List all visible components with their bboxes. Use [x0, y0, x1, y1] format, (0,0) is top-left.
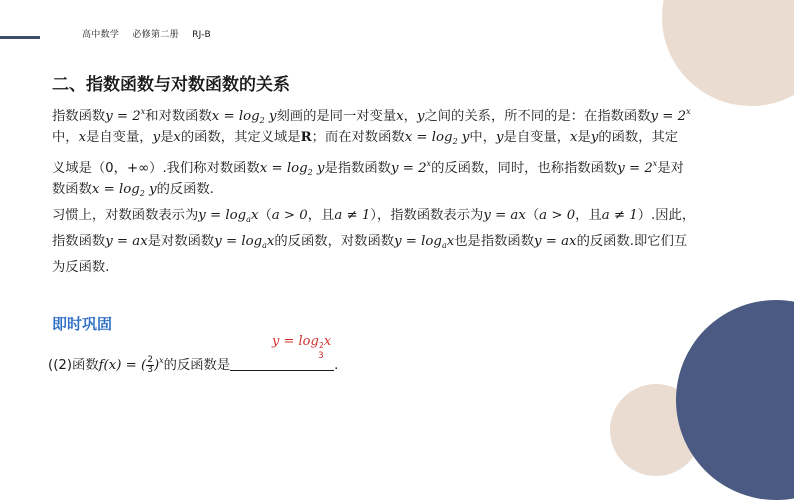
section-title: 二、指数函数与对数函数的关系 [52, 75, 290, 95]
paragraph-line-6 [52, 229, 687, 259]
math-part: y = 2 [617, 161, 653, 176]
text: 的反函数.即它们互 [576, 234, 688, 249]
math-sup: x [140, 107, 146, 116]
math-part: x = log [211, 109, 260, 124]
math: ) [153, 358, 160, 373]
answer-part: x [323, 334, 332, 349]
practice-question [48, 354, 338, 375]
answer-sub: 2 [318, 341, 324, 350]
text: 义域是（0，+∞）.我们称对数函数 [52, 161, 260, 176]
fraction [146, 356, 154, 375]
text: （ [525, 208, 540, 223]
header [82, 27, 221, 40]
text: 之间的关系，所不同的是：在指数函数 [424, 109, 651, 124]
math: a ≠ 1 [601, 208, 638, 223]
math: a > 0 [271, 208, 308, 223]
math-sub: 2 [259, 116, 265, 125]
math [105, 109, 145, 124]
text: 是自变量， [86, 130, 153, 145]
math-part: x [266, 234, 275, 249]
math [92, 182, 157, 197]
math: a ≠ 1 [334, 208, 371, 223]
text: 的反函数是 [163, 358, 231, 373]
text: ），指数函数表示为 [370, 208, 484, 223]
paragraph-line-7 [52, 255, 109, 281]
text: 习惯上，对数函数表示为 [52, 208, 199, 223]
math-part: y [144, 182, 157, 197]
math [212, 109, 277, 124]
math-sup: x [652, 159, 658, 168]
answer-subscript: 3 [318, 351, 324, 361]
text: 中， [52, 130, 79, 145]
math-part: y [264, 109, 277, 124]
math-part: x = log [91, 182, 140, 197]
math-sup: x [686, 107, 691, 116]
header-edition: RJ-B [192, 30, 211, 40]
text: 的反函数，对数函数 [274, 234, 395, 249]
math: f(x) = ( [98, 358, 147, 373]
header-book: 必修第二册 [132, 30, 179, 40]
math [617, 161, 657, 176]
text: 中， [469, 130, 497, 145]
text: 数函数 [52, 182, 92, 197]
math: x [173, 130, 181, 145]
text: 是 [577, 130, 591, 145]
text: 指数函数 [52, 109, 106, 124]
text: ，且 [575, 208, 602, 223]
answer-part: y = log [272, 334, 319, 349]
text: 是指数函数 [324, 161, 391, 176]
math: x [78, 130, 87, 145]
text: 为反函数. [52, 260, 110, 275]
math-bold: R [300, 130, 312, 145]
practice-title: 即时巩固 [52, 315, 113, 333]
text: 是 [160, 130, 174, 145]
text: ，且 [307, 208, 335, 223]
math-sub: 2 [307, 168, 313, 177]
text: 是对数函数 [147, 234, 215, 249]
math-part: y = log [214, 234, 263, 249]
math-part: y = log [198, 208, 247, 223]
math-part: x = log [259, 161, 308, 176]
fraction-numerator: 2 [147, 354, 153, 365]
math-sub: a [262, 241, 267, 250]
math-part: y = log [394, 234, 442, 249]
text: 也是指数函数 [454, 234, 535, 249]
text: 是对 [657, 161, 684, 176]
math: x [396, 109, 404, 124]
answer-blank [230, 358, 334, 371]
math-part: y = 2 [650, 109, 687, 124]
text: ， [403, 109, 417, 124]
math: x [570, 130, 578, 145]
math-part: y [457, 130, 470, 145]
math: y [152, 130, 161, 145]
text: 和对数函数 [145, 109, 212, 124]
math-part: y = 2 [390, 161, 427, 176]
text: 的函数，其定义域是 [180, 130, 301, 145]
math [391, 161, 431, 176]
math: a > 0 [539, 208, 576, 223]
text: 是自变量， [503, 130, 571, 145]
answer-text [272, 334, 331, 350]
math: y [416, 109, 425, 124]
math-part: x [446, 234, 455, 249]
text: ((2)函数 [48, 358, 99, 373]
text: 指数函数 [52, 234, 106, 249]
text: （ [258, 208, 272, 223]
decor-circle-top-right [662, 0, 794, 106]
math-part: x = log [404, 130, 453, 145]
math-sup: x [159, 356, 164, 365]
math [214, 234, 274, 249]
text: . [334, 358, 339, 373]
math: y = ax [105, 234, 148, 249]
math [394, 234, 454, 249]
math-sub: 2 [139, 189, 145, 198]
fraction-denominator: 3 [147, 364, 153, 375]
math-part: x [250, 208, 259, 223]
math [651, 109, 691, 124]
decor-circle-bottom-navy [676, 300, 794, 500]
text: 刻画的是同一对变量 [276, 109, 397, 124]
math-part: y = 2 [105, 109, 141, 124]
math: y = ax [534, 234, 577, 249]
text: ；而在对数函数 [311, 130, 405, 145]
math: y [590, 130, 599, 145]
math-sub: a [246, 215, 251, 224]
text: ）.因此， [637, 208, 696, 223]
text: 的函数，其定 [598, 130, 679, 145]
text: 的反函数. [156, 182, 215, 197]
math-sub: a [441, 241, 447, 250]
math-part: y [312, 161, 325, 176]
text: 的反函数，同时，也称指数函数 [431, 161, 618, 176]
header-accent-bar [0, 36, 40, 39]
math-sup: x [426, 159, 432, 168]
math [198, 208, 258, 223]
math [260, 161, 325, 176]
math-sub: 2 [452, 137, 458, 146]
math [405, 130, 470, 145]
header-subject: 高中数学 [82, 30, 120, 40]
math: y = ax [483, 208, 526, 223]
math: y [496, 130, 504, 145]
